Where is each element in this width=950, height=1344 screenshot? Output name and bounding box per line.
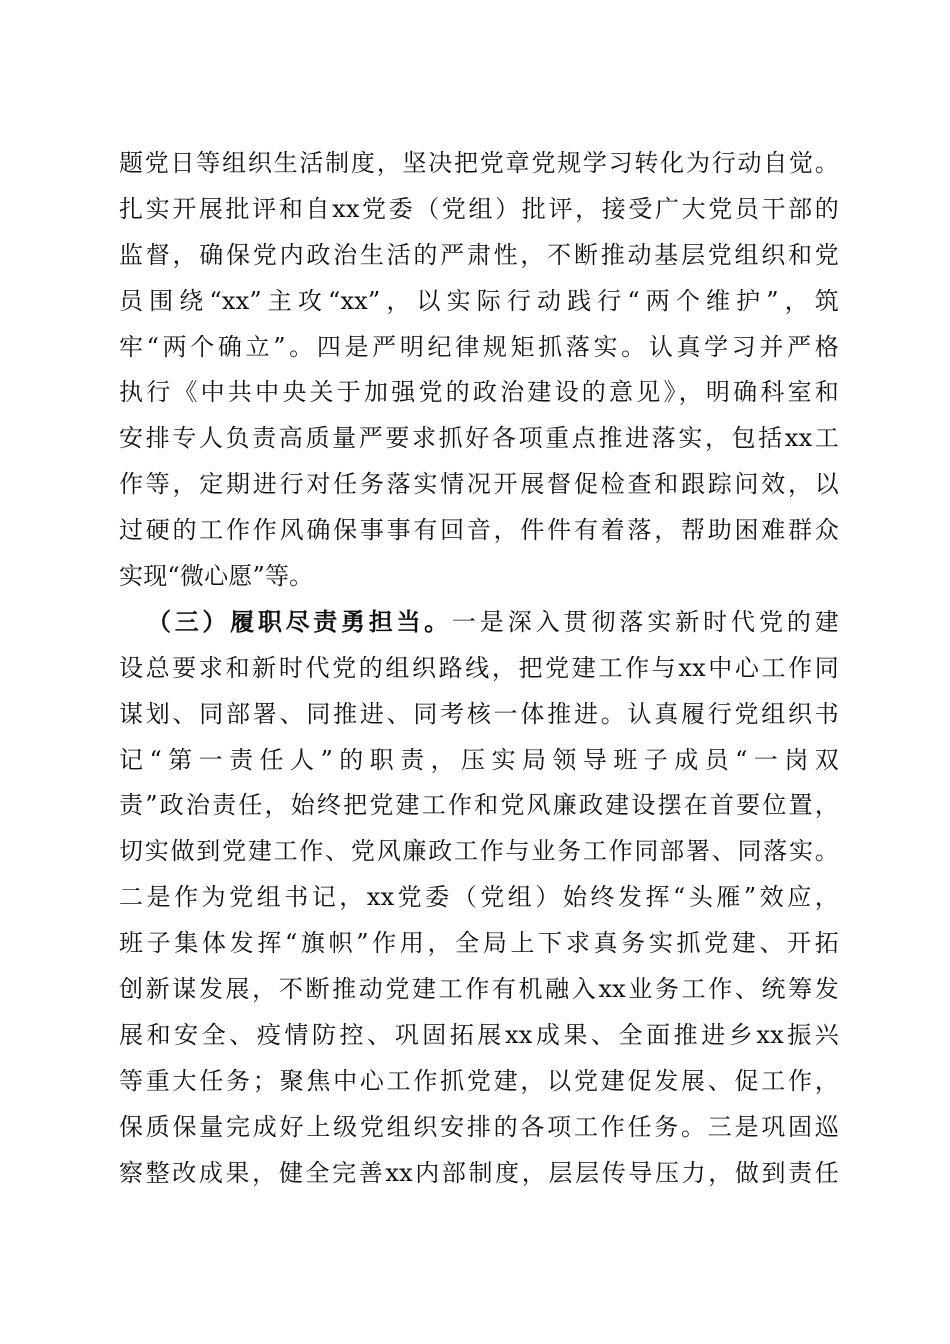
text-line: 安排专人负责高质量严要求抓好各项重点推进落实，包括xx工 xyxy=(119,424,839,453)
text-line: 扎实开展批评和自xx党委（党组）批评，接受广大党员干部的 xyxy=(119,194,839,223)
section-heading: （三）履职尽责勇担当。 xyxy=(147,607,452,636)
text-line: 二是作为党组书记，xx党委（党组）始终发挥“头雁”效应， xyxy=(119,883,839,912)
text-line: 班子集体发挥“旗帜”作用，全局上下求真务实抓党建、开拓 xyxy=(119,929,839,958)
text-line: 谋划、同部署、同推进、同考核一体推进。认真履行党组织书 xyxy=(119,699,839,728)
text-line: 等重大任务；聚焦中心工作抓党建，以党建促发展、促工作， xyxy=(119,1066,839,1095)
text-line: 实现“微心愿”等。 xyxy=(119,562,314,591)
text-line: 题党日等组织生活制度，坚决把党章党规学习转化为行动自觉。 xyxy=(119,149,839,177)
text-line: 执行《中共中央关于加强党的政治建设的意见》，明确科室和 xyxy=(119,378,839,407)
text-line: 设总要求和新时代党的组织路线，把党建工作与xx中心工作同 xyxy=(119,653,839,682)
text-line: 保质保量完成好上级党组织安排的各项工作任务。三是巩固巡 xyxy=(119,1112,839,1141)
text-line: 展和安全、疫情防控、巩固拓展xx成果、全面推进乡xx振兴 xyxy=(119,1020,839,1049)
text-line: 察整改成果，健全完善xx内部制度，层层传导压力，做到责任 xyxy=(119,1158,839,1187)
text-line: 作等，定期进行对任务落实情况开展督促检查和跟踪问效，以 xyxy=(119,470,839,499)
text-line: 创新谋发展，不断推动党建工作有机融入xx业务工作、统筹发 xyxy=(119,975,839,1004)
section-first-line-text: 一是深入贯彻落实新时代党的建 xyxy=(451,607,839,636)
text-line: 记“第一责任人”的职责，压实局领导班子成员“一岗双 xyxy=(119,745,839,774)
text-line: 责”政治责任，始终把党建工作和党风廉政建设摆在首要位置， xyxy=(119,791,839,820)
text-line: 监督，确保党内政治生活的严肃性，不断推动基层党组织和党 xyxy=(119,240,839,269)
body-text xyxy=(119,141,839,1196)
text-line: 员围绕“xx”主攻“xx”，以实际行动践行“两个维护”，筑 xyxy=(119,286,839,315)
text-line: 切实做到党建工作、党风廉政工作与业务工作同部署、同落实。 xyxy=(119,837,839,866)
section-first-line xyxy=(119,600,839,646)
text-line: 过硬的工作作风确保事事有回音，件件有着落，帮助困难群众 xyxy=(119,516,839,545)
text-line: 牢“两个确立”。四是严明纪律规矩抓落实。认真学习并严格 xyxy=(119,332,839,361)
